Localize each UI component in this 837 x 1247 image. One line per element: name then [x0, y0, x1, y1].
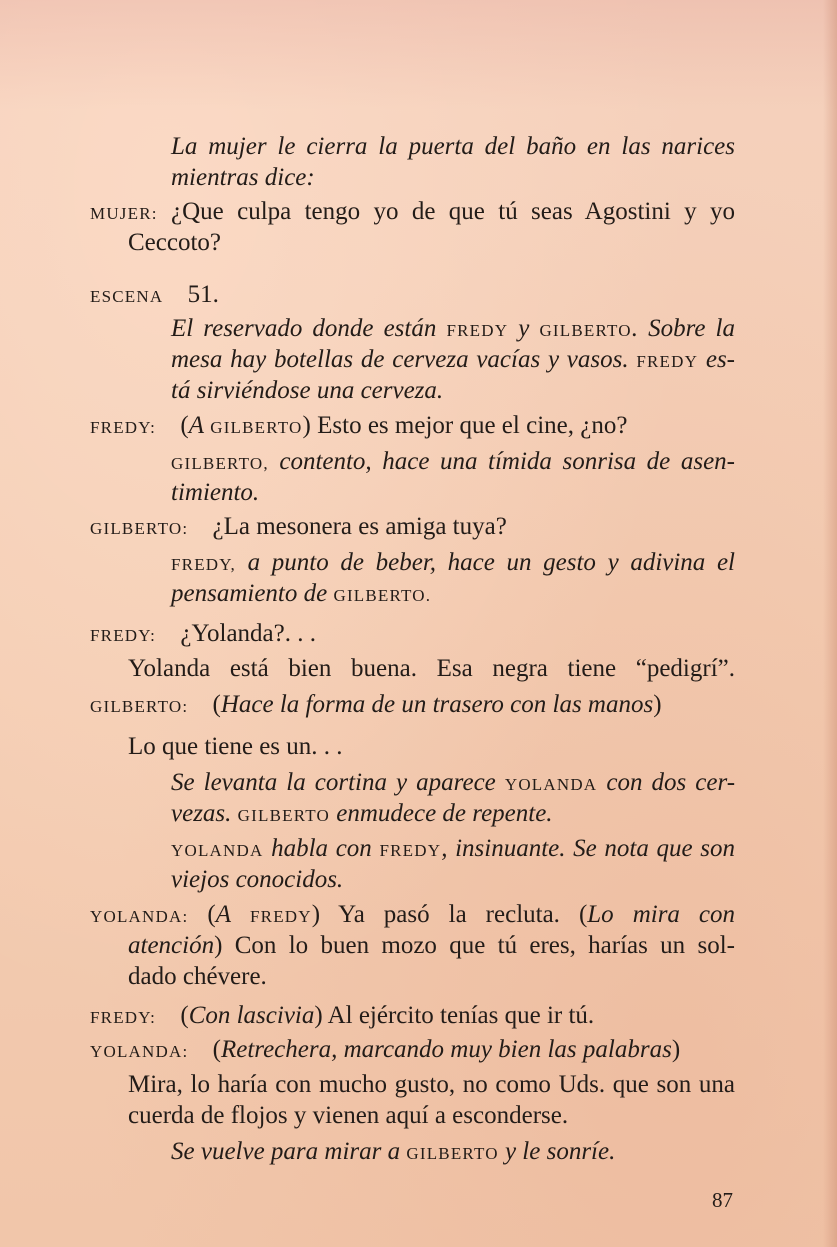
dialogue-line [128, 227, 221, 258]
parenthetical: Lo mira con [587, 901, 736, 928]
dialogue-text: dado chévere. [128, 963, 267, 990]
stage-direction: mesa hay botellas de cerveza vacías y vasos. FREDY es- [171, 346, 735, 373]
dialogue-text: Ceccoto? [128, 229, 222, 256]
dialogue-line: YOLANDA: (Retrechera, marcando muy bien las palabras) [90, 1036, 681, 1063]
speaker-label: YOLANDA: [90, 1042, 189, 1061]
page-number: 87 [712, 1188, 733, 1212]
stage-direction: Se levanta la cortina y aparece YOLANDA con dos cer- [171, 769, 736, 796]
stage-direction: GILBERTO, contento, hace una tímida sonrisa de asen- [171, 448, 735, 475]
stage-direction: El reservado donde están FREDY y GILBERTO. Sobre la [171, 315, 736, 342]
scene-label: ESCENA [90, 287, 164, 306]
parenthetical: atención [128, 932, 215, 959]
character-name: GILBERTO [333, 586, 426, 605]
speaker-label: GILBERTO: [90, 519, 189, 538]
speaker-label: YOLANDA: [90, 907, 189, 926]
dialogue-text: Mira, lo haría con mucho gusto, no como Uds. que son una [128, 1071, 735, 1098]
character-name: YOLANDA [171, 841, 264, 860]
stage-direction: timiento. [171, 479, 260, 506]
stage-direction: tá sirviéndose una cerveza. [171, 377, 444, 404]
stage-direction: vezas. GILBERTO enmudece de repente. [171, 800, 553, 827]
dialogue-line: GILBERTO: (Hace la forma de un trasero con las manos) [90, 691, 662, 718]
dialogue-line [90, 196, 735, 229]
dialogue-text: Esto es mejor que el cine, ¿no? [317, 412, 628, 439]
dialogue-text: Con lo buen mozo que tú eres, harías un sol- [234, 932, 735, 959]
dialogue-line [128, 1100, 568, 1131]
dialogue-text: Al ejército tenías que ir tú. [327, 1002, 595, 1029]
stage-direction: YOLANDA habla con FREDY, insinuante. Se nota que son [171, 835, 736, 862]
stage-direction: viejos conocidos. [171, 866, 344, 893]
stage-direction: Se vuelve para mirar a GILBERTO y le sonríe. [171, 1138, 616, 1165]
character-name: FREDY, [171, 555, 236, 574]
dialogue-text: cuerda de flojos y vienen aquí a esconderse. [128, 1102, 569, 1129]
stage-direction [171, 131, 735, 162]
character-name: GILBERTO, [171, 454, 269, 473]
dialogue-text: ¿Que culpa tengo yo de que tú seas Agostini y yo [171, 198, 735, 225]
parenthetical: Con lascivia [188, 1002, 315, 1029]
text-line: mientras dice: [171, 164, 315, 191]
dialogue-line: FREDY: (Con lascivia) Al ejército tenías que ir tú. [90, 1002, 595, 1029]
speaker-label: FREDY: [90, 418, 157, 437]
speaker-label: GILBERTO: [90, 697, 189, 716]
dialogue-line [90, 511, 507, 544]
text-line: La mujer le cierra la puerta del baño en las narices [171, 133, 735, 160]
character-name: FREDY [636, 352, 699, 371]
character-name: FREDY [379, 841, 442, 860]
character-name: GILBERTO [237, 806, 330, 825]
speaker-label: FREDY: [90, 626, 157, 645]
dialogue-line: atención) Con lo buen mozo que tú eres, harías un sol- [128, 932, 735, 959]
stage-direction: FREDY, a punto de beber, hace un gesto y adivina el [171, 549, 735, 576]
character-name: GILBERTO [539, 321, 632, 340]
dialogue-line [128, 961, 267, 992]
parenthetical: Hace la forma de un trasero con las manos [220, 691, 654, 718]
speaker-label: FREDY: [90, 1008, 157, 1027]
dialogue-text: ¿Yolanda?. . . [180, 620, 316, 647]
speaker-label: MUJER: [90, 204, 158, 223]
dialogue-line [128, 1069, 735, 1100]
scene-heading [90, 279, 219, 312]
stage-direction: pensamiento de GILBERTO. [171, 580, 432, 607]
dialogue-line [128, 731, 343, 762]
dialogue-text: ¿La mesonera es amiga tuya? [212, 513, 507, 540]
character-name: GILBERTO [406, 1144, 499, 1163]
scene-number: 51. [187, 281, 219, 308]
dialogue-line [128, 653, 735, 684]
dialogue-line: FREDY: (A GILBERTO) Esto es mejor que el cine, ¿no? [90, 412, 628, 439]
dialogue-text: Yolanda está bien buena. Esa negra tiene “pedigrí”. [128, 655, 735, 682]
dialogue-line [90, 618, 316, 651]
character-name: YOLANDA [504, 775, 598, 794]
dialogue-line: YOLANDA: (A FREDY) Ya pasó la recluta. (Lo mira con [90, 901, 736, 928]
dialogue-text: Lo que tiene es un. . . [128, 733, 343, 760]
stage-direction [171, 162, 315, 193]
character-name: FREDY [446, 321, 509, 340]
parenthetical: Retrechera, marcando muy bien las palabras [220, 1036, 672, 1063]
dialogue-text: Ya pasó la recluta. [338, 901, 560, 928]
